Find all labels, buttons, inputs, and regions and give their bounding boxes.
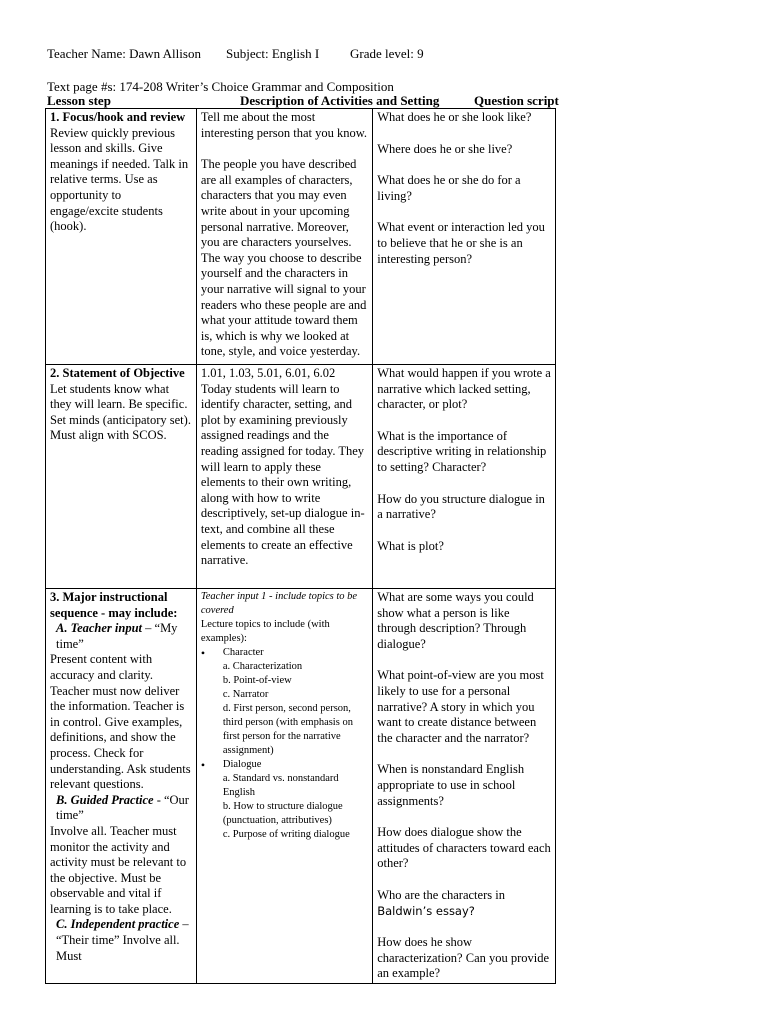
topic-character: • Character bbox=[201, 646, 368, 660]
question-cell bbox=[373, 109, 556, 365]
subtopic: b. Point-of-view bbox=[222, 675, 292, 686]
lesson-step-cell bbox=[46, 109, 197, 365]
question: What is plot? bbox=[377, 538, 444, 553]
teacher-input-title: Teacher input 1 - include topics to be covered bbox=[200, 591, 358, 616]
description-cell bbox=[196, 589, 372, 984]
column-headers bbox=[47, 93, 557, 109]
independent-practice-label: C. Independent practice bbox=[56, 917, 180, 932]
question: Where does he or she live? bbox=[377, 141, 513, 156]
table-row bbox=[46, 365, 556, 589]
question: How does dialogue show the attitudes of characters toward each other? bbox=[377, 825, 551, 871]
step-title: 2. Statement of Objective bbox=[50, 366, 185, 380]
description-cell bbox=[196, 365, 372, 589]
description-text: The people you have described are all examples of characters, characters that you may even write about in your upcoming personal narrative. Moreover, you are characters yourselves. The way you choose to describe yourself and the characters in your narrative will signal to your readers who these people are and what your attitude toward them is, which is why we looked at tone, style, and voice yesterday. bbox=[200, 157, 367, 359]
question: What point-of-view are you most likely to use for a personal narrative? A story in which you want to create distance between the character and the narrator? bbox=[377, 668, 544, 745]
text-pages: Text page #s: 174-208 Writer’s Choice Grammar and Composition bbox=[47, 79, 394, 94]
subtopic: c. Purpose of writing dialogue bbox=[222, 829, 350, 840]
description-text: Today students will learn to identify character, setting, and plot by examining previously assigned readings and the reading assigned for today. They will learn to apply these elements to their own writing, along with how to write descriptively, set-up dialogue in-text, and combine all these elements to create an effective narrative. bbox=[200, 381, 365, 568]
lecture-topics: Lecture topics to include (with examples): bbox=[200, 619, 330, 644]
question: What are some ways you could show what a person is like through description? Through dialogue? bbox=[377, 590, 534, 651]
col-header-lesson-step: Lesson step bbox=[47, 93, 111, 108]
guided-practice-label: B. Guided Practice bbox=[56, 792, 154, 807]
question-cell bbox=[373, 589, 556, 984]
question-part: Baldwin’s essay? bbox=[377, 903, 475, 918]
scos-codes: 1.01, 1.03, 5.01, 6.01, 6.02 bbox=[200, 366, 336, 380]
description-cell bbox=[196, 109, 372, 365]
step-title: 3. Major instructional sequence - may include: bbox=[50, 590, 178, 620]
subject: Subject: English I bbox=[226, 46, 320, 61]
topic-dialogue: • Dialogue bbox=[201, 758, 368, 772]
question: What is the importance of descriptive writing in relationship to setting? Character? bbox=[377, 428, 547, 474]
step-text: Let students know what they will learn. Be specific. Set minds (anticipatory set). Must align with SCOS. bbox=[50, 381, 191, 443]
teacher-input-text: Present content with accuracy and clarity. Teacher must now deliver the information. Teacher is in control. Give examples, definitions, and show the process. Check for understanding. Ask students relevant questions. bbox=[50, 652, 191, 792]
col-header-question-script: Question script bbox=[474, 93, 559, 108]
question-cell bbox=[373, 365, 556, 589]
lesson-plan-table bbox=[45, 108, 556, 984]
guided-practice-time: - “Our time” bbox=[56, 792, 189, 823]
subtopic: a. Characterization bbox=[222, 661, 303, 672]
question: What does he or she look like? bbox=[377, 110, 532, 124]
subtopic: c. Narrator bbox=[222, 689, 269, 700]
question: When is nonstandard English appropriate to use in school assignments? bbox=[377, 762, 525, 808]
lesson-step-cell bbox=[46, 365, 197, 589]
question: How does he show characterization? Can you provide an example? bbox=[377, 935, 550, 981]
teacher-name: Teacher Name: Dawn Allison bbox=[47, 46, 201, 61]
question: What would happen if you wrote a narrative which lacked setting, character, or plot? bbox=[377, 366, 551, 412]
subtopic: b. How to structure dialogue (punctuation, attributives) bbox=[222, 801, 343, 826]
subtopic: a. Standard vs. nonstandard English bbox=[222, 773, 339, 798]
step-title: 1. Focus/hook and review bbox=[50, 110, 186, 124]
col-header-description: Description of Activities and Setting bbox=[240, 93, 440, 108]
question-part: Who are the characters in bbox=[377, 887, 505, 902]
teacher-input-time: – “My time” bbox=[56, 621, 178, 651]
grade-level: Grade level: 9 bbox=[350, 46, 424, 61]
description-text: Tell me about the most interesting person that you know. bbox=[200, 110, 368, 140]
question: What event or interaction led you to believe that he or she is an interesting person? bbox=[377, 220, 545, 266]
table-row bbox=[46, 589, 556, 984]
subtopic: d. First person, second person, third person (with emphasis on first person for the narrative assignment) bbox=[222, 703, 353, 756]
lesson-step-cell bbox=[46, 589, 197, 984]
question bbox=[377, 888, 551, 919]
question: What does he or she do for a living? bbox=[377, 173, 521, 203]
question: How do you structure dialogue in a narrative? bbox=[377, 491, 545, 522]
independent-practice-text: – “Their time” Involve all. Must bbox=[56, 917, 189, 963]
guided-practice-text: Involve all. Teacher must monitor the activity and activity must be relevant to the objective. Must be observable and vital if learning is to take place. bbox=[50, 823, 187, 916]
teacher-input-label: A. Teacher input bbox=[56, 621, 143, 636]
step-text: Review quickly previous lesson and skills. Give meanings if needed. Talk in relative terms. Use as opportunity to engage/excite students (hook). bbox=[50, 125, 189, 234]
table-row bbox=[46, 109, 556, 365]
